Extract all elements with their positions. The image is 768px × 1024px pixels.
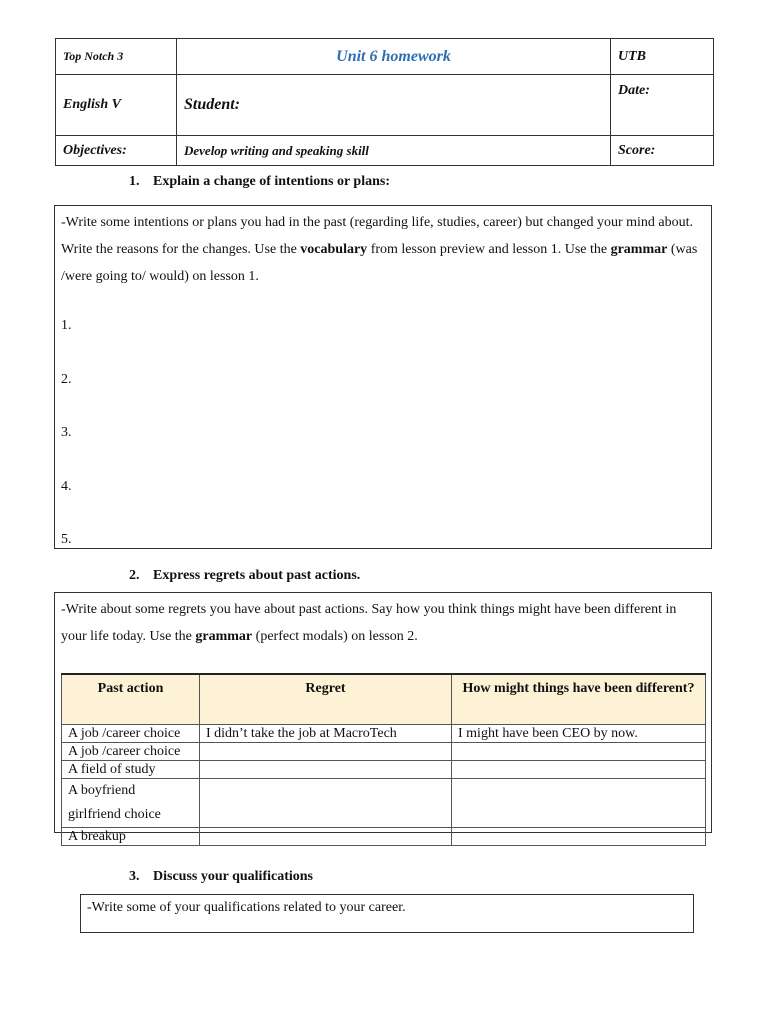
column-header-regret: Regret (200, 674, 452, 725)
book-name: Top Notch 3 (56, 39, 177, 75)
regret-cell[interactable]: I didn’t take the job at MacroTech (200, 725, 452, 743)
page-title: Unit 6 homework (177, 39, 611, 75)
regret-cell[interactable] (200, 743, 452, 761)
regret-cell[interactable] (200, 828, 452, 846)
table-row (62, 779, 706, 828)
header-table (55, 38, 714, 166)
past-action-cell: A job /career choice (62, 725, 200, 743)
different-cell[interactable]: I might have been CEO by now. (452, 725, 706, 743)
student-field[interactable]: Student: (177, 75, 611, 136)
answer-line-1[interactable]: 1. (61, 318, 72, 333)
score-field[interactable]: Score: (611, 136, 714, 166)
level-label: English V (56, 75, 177, 136)
table-row (62, 743, 706, 761)
answer-line-4[interactable]: 4. (61, 479, 72, 494)
different-cell[interactable] (452, 828, 706, 846)
section1-instructions: -Write some intentions or plans you had in the past (regarding life, studies, career) but changed your mind about. Write the reasons for the changes. Use the vocabulary from lesson preview and lesson 1. Use the grammar (was /were going to/ would) on lesson 1. (61, 215, 698, 284)
objectives-label: Objectives: (56, 136, 177, 166)
regret-cell[interactable] (200, 779, 452, 828)
different-cell[interactable] (452, 743, 706, 761)
section2-box (54, 592, 712, 844)
table-row (62, 828, 706, 846)
section1-answer-box[interactable] (54, 205, 712, 549)
section3-heading: 3. Discuss your qualifications (129, 869, 313, 884)
regrets-table (61, 673, 706, 846)
table-row (62, 761, 706, 779)
date-field[interactable]: Date: (611, 75, 714, 136)
past-action-cell: A boyfriend girlfriend choice (62, 779, 200, 828)
answer-line-2[interactable]: 2. (61, 372, 72, 387)
school-name: UTB (611, 39, 714, 75)
regret-cell[interactable] (200, 761, 452, 779)
answer-line-5[interactable]: 5. (61, 532, 72, 547)
section3-instructions: -Write some of your qualifications related to your career. (87, 900, 406, 915)
past-action-cell: A field of study (62, 761, 200, 779)
table-row (62, 725, 706, 743)
column-header-different: How might things have been different? (452, 674, 706, 725)
past-action-cell: A job /career choice (62, 743, 200, 761)
answer-line-3[interactable]: 3. (61, 425, 72, 440)
objectives-text: Develop writing and speaking skill (177, 136, 611, 166)
different-cell[interactable] (452, 779, 706, 828)
column-header-past-action: Past action (62, 674, 200, 725)
different-cell[interactable] (452, 761, 706, 779)
section3-answer-box[interactable] (80, 894, 694, 933)
section2-instructions: -Write about some regrets you have about past actions. Say how you think things might have been different in your life today. Use the grammar (perfect modals) on lesson 2. (61, 602, 677, 644)
section1-heading: 1. Explain a change of intentions or plans: (129, 174, 391, 189)
past-action-cell: A breakup (62, 828, 200, 846)
section2-heading: 2. Express regrets about past actions. (129, 568, 361, 583)
